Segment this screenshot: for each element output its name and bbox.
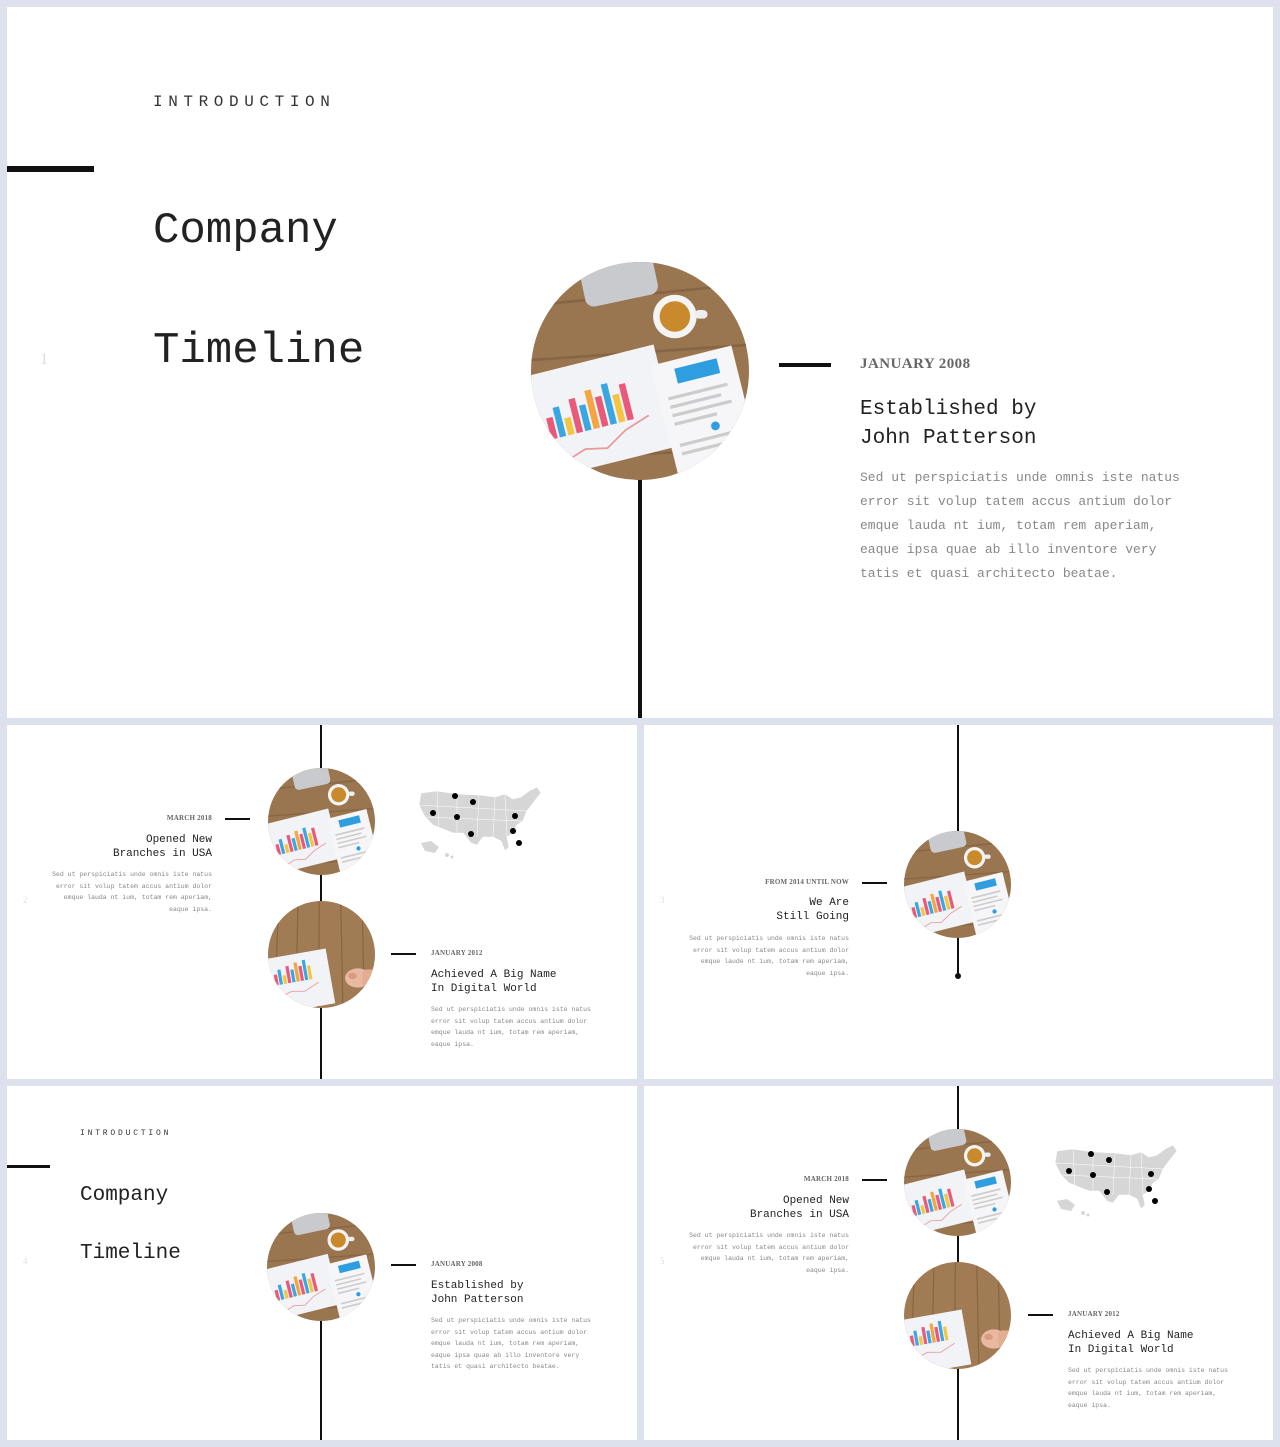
connector-line-2 (391, 953, 416, 955)
hand-photo-icon (268, 901, 375, 1008)
timeline-end-dot (955, 973, 961, 979)
timeline-line (320, 1318, 322, 1440)
connector-line (779, 363, 831, 367)
desk-photo-icon (904, 1129, 1011, 1236)
page-number: 2 (23, 895, 28, 905)
milestone-date: JANUARY 2008 (431, 1260, 483, 1268)
usa-map-icon (417, 785, 547, 865)
milestone-heading: Established by John Patterson (431, 1280, 524, 1306)
page-title-line-1: Company (80, 1184, 169, 1207)
milestone-heading: We Are Still Going (776, 897, 849, 923)
desk-photo-icon (531, 262, 749, 480)
slide-5 (644, 1086, 1273, 1440)
slide-4 (7, 1086, 637, 1440)
page-number: 4 (23, 1256, 28, 1266)
page-title-line-1: Company (153, 206, 338, 256)
milestone-body-1: Sed ut perspiciatis unde omnis iste natus error sit volup tatem accus antium dolor emque lauda nt ium, totam rem aperiam, eaque ipsa. (689, 1232, 849, 1274)
timeline-photo-1 (904, 1129, 1011, 1236)
page-title-line-2: Timeline (80, 1242, 181, 1265)
milestone-date: FROM 2014 UNTIL NOW (765, 878, 849, 886)
section-kicker: INTRODUCTION (153, 93, 336, 111)
milestone-date-2: JANUARY 2012 (1068, 1310, 1120, 1318)
timeline-photo-1 (268, 768, 375, 875)
slide-3 (644, 725, 1273, 1079)
timeline-photo (267, 1213, 375, 1321)
timeline-line (638, 477, 642, 718)
desk-photo-icon (267, 1213, 375, 1321)
milestone-body: Sed ut perspiciatis unde omnis iste natus error sit volup tatem accus antium dolor emque lauda nt ium, totam rem aperiam, eaque ipsa quae ab illo inventore very tatis et quasi architecto beatae. (860, 470, 1180, 581)
title-accent-line (7, 1165, 50, 1168)
page-title-line-2: Timeline (153, 326, 365, 376)
slide-2 (7, 725, 637, 1079)
usa-map-icon (1053, 1143, 1183, 1223)
timeline-photo (531, 262, 749, 480)
section-kicker: INTRODUCTION (80, 1129, 172, 1138)
milestone-heading-1: Opened New Branches in USA (749, 1195, 849, 1221)
desk-photo-icon (904, 831, 1011, 938)
milestone-date-1: MARCH 2018 (803, 1175, 849, 1183)
page-number: 1 (40, 351, 48, 368)
milestone-date: JANUARY 2008 (860, 356, 971, 372)
usa-map (417, 785, 547, 865)
timeline-photo-2 (268, 901, 375, 1008)
page-title (153, 141, 364, 441)
connector-line (862, 882, 887, 884)
milestone-heading: Established by John Patterson (860, 398, 1037, 450)
title-accent-line (7, 166, 94, 172)
milestone-heading-2: Achieved A Big Name In Digital World (1068, 1330, 1194, 1356)
milestone-date-2: JANUARY 2012 (431, 949, 483, 957)
connector-line (391, 1264, 416, 1266)
milestone-date-1: MARCH 2018 (166, 814, 212, 822)
slide-1 (7, 7, 1273, 718)
milestone-body-1: Sed ut perspiciatis unde omnis iste natus error sit volup tatem accus antium dolor emque lauda nt ium, totam rem aperiam, eaque ipsa. (52, 871, 212, 913)
usa-map (1053, 1143, 1183, 1223)
page-title (80, 1152, 181, 1297)
page-number: 5 (660, 1256, 665, 1266)
milestone-body-2: Sed ut perspiciatis unde omnis iste natus error sit volup tatem accus antium dolor emque lauda nt ium, totam rem aperiam, eaque ipsa. (1068, 1367, 1228, 1409)
page-number: 3 (660, 895, 665, 905)
milestone-body: Sed ut perspiciatis unde omnis iste natus error sit volup tatem accus antium dolor emque laude nt ium, totam rem aperiam, eaque ipsa. (689, 935, 849, 977)
connector-line-1 (225, 818, 250, 820)
milestone-heading-1: Opened New Branches in USA (112, 834, 212, 860)
timeline-photo (904, 831, 1011, 938)
milestone-body: Sed ut perspiciatis unde omnis iste natus error sit volup tatem accus antium dolor emque lauda nt ium, totam rem aperiam, eaque ipsa quae ab illo inventore very tatis et quasi architecto beatae. (431, 1317, 591, 1370)
connector-line-2 (1028, 1314, 1053, 1316)
hand-photo-icon (904, 1262, 1011, 1369)
milestone-body-2: Sed ut perspiciatis unde omnis iste natus error sit volup tatem accus antium dolor emque lauda nt ium, totam rem aperiam, eaque ipsa. (431, 1006, 591, 1048)
desk-photo-icon (268, 768, 375, 875)
connector-line-1 (862, 1179, 887, 1181)
timeline-photo-2 (904, 1262, 1011, 1369)
milestone-heading-2: Achieved A Big Name In Digital World (431, 969, 557, 995)
